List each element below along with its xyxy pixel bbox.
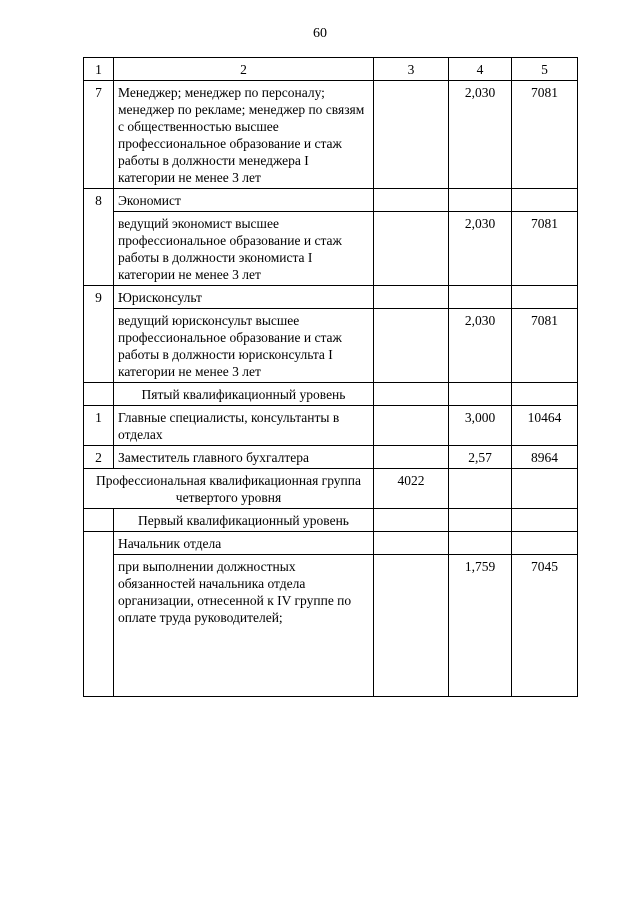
- row-number: 8: [84, 189, 114, 286]
- coefficient: [449, 509, 512, 532]
- salary: [512, 469, 578, 509]
- position-title: Главные специалисты, консультанты в отделах: [114, 406, 374, 446]
- table-header-row: [84, 58, 578, 81]
- salary: [512, 509, 578, 532]
- position-description: ведущий экономист высшее профессиональное образование и стаж работы в должности экономиста I категории не менее 3 лет: [114, 212, 374, 286]
- row-number: 9: [84, 286, 114, 383]
- table-row: [84, 81, 578, 189]
- base-cell: [374, 555, 449, 697]
- base-cell: [374, 189, 449, 212]
- base-cell: [374, 532, 449, 555]
- coefficient: [449, 189, 512, 212]
- table-row: [84, 383, 578, 406]
- qualification-level: Пятый квалификационный уровень: [114, 383, 374, 406]
- coefficient: [449, 469, 512, 509]
- base-cell: [374, 212, 449, 286]
- salary: 7045: [512, 555, 578, 697]
- salary: [512, 189, 578, 212]
- position-title: Начальник отдела: [114, 532, 374, 555]
- position-title: Заместитель главного бухгалтера: [114, 446, 374, 469]
- salary: 8964: [512, 446, 578, 469]
- table-row: [84, 555, 578, 697]
- row-number: 2: [84, 446, 114, 469]
- empty-cell: [84, 532, 114, 697]
- row-number: 1: [84, 406, 114, 446]
- table-row: [84, 509, 578, 532]
- coefficient: 2,030: [449, 309, 512, 383]
- coefficient: 2,030: [449, 81, 512, 189]
- salary-table: [83, 57, 578, 697]
- base-cell: [374, 383, 449, 406]
- coefficient: 1,759: [449, 555, 512, 697]
- base-cell: [374, 81, 449, 189]
- base-cell: [374, 286, 449, 309]
- header-cell: 5: [512, 58, 578, 81]
- position-title: Экономист: [114, 189, 374, 212]
- base-cell: [374, 509, 449, 532]
- salary: 7081: [512, 212, 578, 286]
- coefficient: [449, 286, 512, 309]
- table-row: [84, 446, 578, 469]
- coefficient: 3,000: [449, 406, 512, 446]
- base-salary: 4022: [374, 469, 449, 509]
- table-row: [84, 212, 578, 286]
- salary: [512, 532, 578, 555]
- base-cell: [374, 446, 449, 469]
- coefficient: 2,57: [449, 446, 512, 469]
- table-row: [84, 309, 578, 383]
- page-number: 60: [313, 26, 327, 41]
- header-cell: 1: [84, 58, 114, 81]
- position-description: Менеджер; менеджер по персоналу; менеджер по рекламе; менеджер по связям с общественностью высшее профессиональное образование и стаж работы в должности менеджера I категории не менее 3 лет: [114, 81, 374, 189]
- header-cell: 4: [449, 58, 512, 81]
- group-title: Профессиональная квалификационная группа четвертого уровня: [84, 469, 374, 509]
- table-row: [84, 469, 578, 509]
- salary: 10464: [512, 406, 578, 446]
- header-cell: 2: [114, 58, 374, 81]
- empty-cell: [84, 383, 114, 406]
- qualification-level: Первый квалификационный уровень: [114, 509, 374, 532]
- salary: [512, 383, 578, 406]
- salary: 7081: [512, 81, 578, 189]
- salary: 7081: [512, 309, 578, 383]
- header-cell: 3: [374, 58, 449, 81]
- table-row: [84, 406, 578, 446]
- coefficient: [449, 532, 512, 555]
- position-description: ведущий юрисконсульт высшее профессиональное образование и стаж работы в должности юрисконсульта I категории не менее 3 лет: [114, 309, 374, 383]
- coefficient: 2,030: [449, 212, 512, 286]
- position-title: Юрисконсульт: [114, 286, 374, 309]
- position-description: при выполнении должностных обязанностей начальника отдела организации, отнесенной к IV группе по оплате труда руководителей;: [114, 555, 374, 697]
- table-row: [84, 286, 578, 309]
- table-row: [84, 189, 578, 212]
- row-number: 7: [84, 81, 114, 189]
- salary: [512, 286, 578, 309]
- empty-cell: [84, 509, 114, 532]
- base-cell: [374, 309, 449, 383]
- base-cell: [374, 406, 449, 446]
- coefficient: [449, 383, 512, 406]
- table-row: [84, 532, 578, 555]
